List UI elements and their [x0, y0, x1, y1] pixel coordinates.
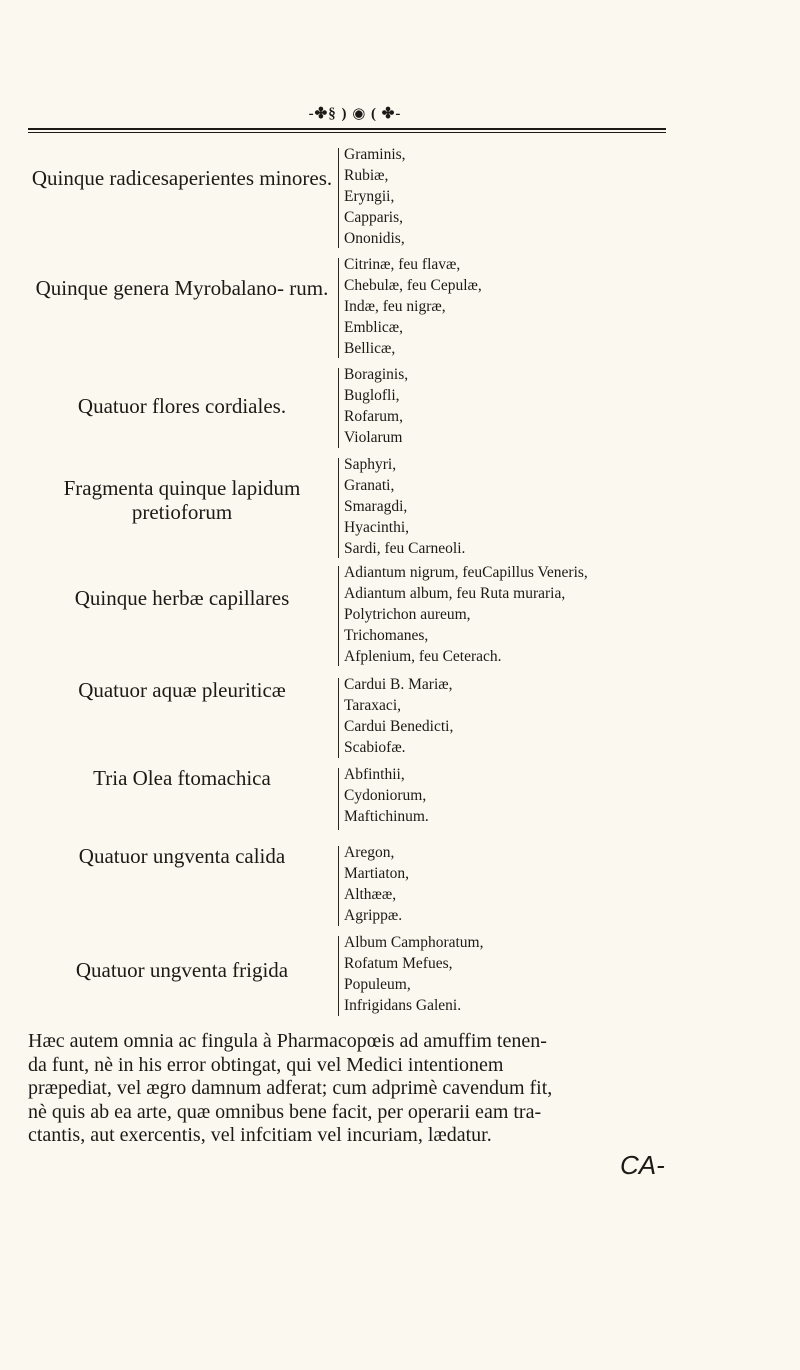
list-item: Bellicæ,	[344, 340, 396, 357]
list-item: Buglofli,	[344, 387, 400, 404]
text-line: ctantis, aut exercentis, vel infcitiam vel incuriam, lædatur.	[28, 1124, 492, 1146]
list-item: Infrigidans Galeni.	[344, 997, 462, 1014]
header-rule	[28, 128, 666, 133]
section-items	[344, 144, 784, 249]
section-label: Quatuor ungventa frigida	[75, 958, 289, 982]
list-item: Hyacinthi,	[344, 519, 409, 536]
list-item: Afplenium, feu Ceterach.	[344, 648, 502, 665]
section-items	[344, 454, 784, 559]
list-item: Rubiæ,	[344, 167, 389, 184]
list-item: Althææ,	[344, 886, 397, 903]
list-item: Violarum	[344, 429, 403, 446]
list-item: Emblicæ,	[344, 319, 403, 336]
text-line: præpediat, vel ægro damnum adferat; cum adprimè cavendum fit,	[28, 1077, 553, 1099]
section-items	[344, 254, 784, 359]
list-item: Adiantum album, feu Ruta muraria,	[344, 585, 566, 602]
section-items	[344, 842, 784, 926]
list-item: Saphyri,	[344, 456, 397, 473]
list-item: Graminis,	[344, 146, 406, 163]
catchword: CA-	[620, 1150, 665, 1180]
list-item: Adiantum nigrum, feuCapillus Veneris,	[344, 564, 588, 581]
section-label: Tria Olea ftomachica	[93, 766, 271, 790]
page-header-ornament: -✤§ ) ◉ ( ✤-	[308, 106, 402, 122]
list-item: Rofatum Mefues,	[344, 955, 453, 972]
body-paragraph	[28, 1030, 768, 1148]
section-label: Quatuor ungventa calida	[78, 844, 286, 868]
list-item: Smaragdi,	[344, 498, 408, 515]
list-item: Rofarum,	[344, 408, 403, 425]
list-item: Indæ, feu nigræ,	[344, 298, 446, 315]
list-item: Chebulæ, feu Cepulæ,	[344, 277, 482, 294]
section-label: Fragmenta quinque lapidum pretioforum	[63, 476, 301, 524]
section-label: Quatuor flores cordiales.	[77, 394, 287, 418]
text-line: Hæc autem omnia ac fingula à Pharmacopœis ad amuffim tenen-	[28, 1030, 547, 1052]
list-item: Aregon,	[344, 844, 395, 861]
list-item: Sardi, feu Carneoli.	[344, 540, 466, 557]
list-item: Boraginis,	[344, 366, 409, 383]
list-item: Abfinthii,	[344, 766, 405, 783]
text-line: nè quis ab ea arte, quæ omnibus bene facit, per operarii eam tra-	[28, 1100, 542, 1123]
list-item: Maftichinum.	[344, 808, 429, 825]
list-item: Cardui B. Mariæ,	[344, 676, 453, 693]
section-label: Quatuor aquæ pleuriticæ	[78, 678, 286, 702]
list-item: Album Camphoratum,	[344, 934, 484, 951]
list-item: Eryngii,	[344, 188, 395, 205]
section-items	[344, 562, 784, 667]
list-item: Trichomanes,	[344, 627, 429, 644]
section-items	[344, 674, 784, 758]
list-item: Polytrichon aureum,	[344, 606, 471, 623]
list-item: Taraxaci,	[344, 697, 401, 714]
section-label: Quinque herbæ capillares	[74, 586, 290, 610]
list-item: Cydoniorum,	[344, 787, 427, 804]
section-items	[344, 932, 784, 1016]
section-items	[344, 764, 784, 827]
list-item: Martiaton,	[344, 865, 409, 882]
list-item: Cardui Benedicti,	[344, 718, 454, 735]
list-item: Populeum,	[344, 976, 411, 993]
text-line: da funt, nè in his error obtingat, qui vel Medici intentionem	[28, 1053, 504, 1076]
section-label: Quinque radicesaperientes minores.	[31, 166, 333, 190]
list-item: Capparis,	[344, 209, 403, 226]
list-item: Agrippæ.	[344, 907, 403, 924]
list-item: Granati,	[344, 477, 395, 494]
section-label: Quinque genera Myrobalano- rum.	[35, 276, 329, 300]
list-item: Citrinæ, feu flavæ,	[344, 256, 461, 273]
list-item: Ononidis,	[344, 230, 405, 247]
section-items	[344, 364, 784, 448]
list-item: Scabiofæ.	[344, 739, 406, 756]
